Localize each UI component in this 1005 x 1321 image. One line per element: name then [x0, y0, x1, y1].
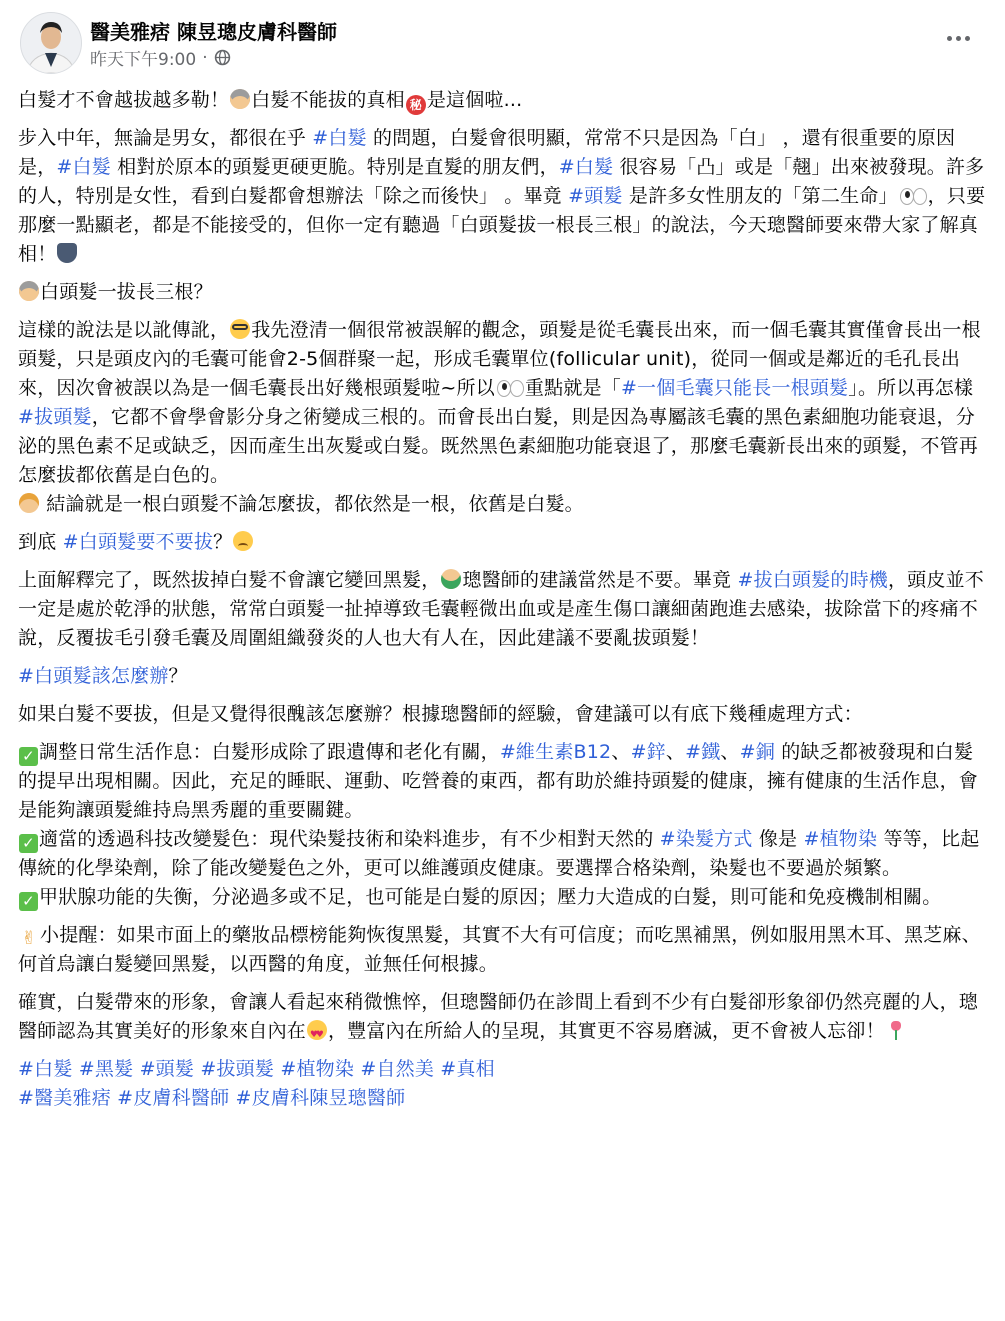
post-paragraph-9: ✓ 調整日常生活作息：白髮形成除了跟遺傳和老化有關，#維生素B12、#鋅、#鐵、#銅 的缺乏都被發現和白髮的提早出現相關。因此，充足的睡眠、運動、吃營養的東西，都有助於維持頭髮的健康，擁有健康的生活作息，會是能夠讓頭髮維持烏黑秀麗的重要關鍵。 ✓ 適當的透過科技改變髮色：現代染髮技術和染料進步，有不少相對天然的 #染髮方式 像是 #植物染 等等，比起傳統的化學染劑，除了能改變髮色之外，更可以維護頭皮健康。要選擇合格染劑，染髮也不要過於頻繁。 ✓ 甲狀腺功能的失衡，分泌過多或不足，也可能是白髮的原因；壓力大造成的白髮，則可能和免疫機制相關。	[18, 741, 980, 910]
hashtag-link[interactable]: #頭髮	[568, 185, 623, 207]
hashtag-link[interactable]: #植物染	[803, 828, 878, 850]
tulip-emoji-icon	[886, 1020, 906, 1040]
meta-separator: ·	[202, 47, 208, 68]
post-meta	[90, 45, 231, 70]
hashtag-link[interactable]: #黑髮	[78, 1058, 134, 1080]
post-paragraph-3: 白頭髮一拔長三根？	[18, 278, 988, 307]
hashtag-link[interactable]: #一個毛囊只能長一根頭髮	[620, 377, 849, 399]
post-paragraph-10: ✌ 小提醒：如果市面上的藥妝品標榜能夠恢復黑髮，其實不大有可信度；而吃黑補黑，例如服用黑木耳、黑芝麻、何首烏讓白髮變回黑髮，以西醫的角度，並無任何根據。	[18, 924, 981, 975]
globe-icon	[214, 49, 231, 66]
eyes-emoji-icon	[496, 377, 524, 397]
post-paragraph-4: 這樣的說法是以訛傳訛， 我先澄清一個很常被誤解的觀念，頭髮是從毛囊長出來，而一個毛囊其實僅會長出一根頭髮，只是頭皮內的毛囊可能會2-5個群聚一起，形成毛囊單位(follicular unit)，從同一個或是鄰近的毛孔長出來，因次會被誤以為是一個毛囊長出好幾根頭髮啦~所以 重點就是「#一個毛囊只能長一根頭髮」。所以再怎樣 #拔頭髮，它都不會學會影分身之術變成三根的。而會長出白髮，則是因為專屬該毛囊的黑色素細胞功能衰退，分泌的黑色素不足或缺乏，因而產生出灰髮或白髮。既然黑色素細胞功能衰退了，那麼毛囊新長出來的頭髮，不管再怎麼拔都依舊是白色的。 結論就是一根白頭髮不論怎麼拔，都依然是一根，依舊是白髮。	[18, 319, 981, 515]
post-body	[18, 86, 988, 1122]
hashtag-link[interactable]: #鋅	[630, 741, 666, 763]
hashtag-link[interactable]: #維生素B12	[499, 741, 612, 763]
hashtag-link[interactable]: #拔白頭髮的時機	[737, 569, 888, 591]
victory-hand-emoji-icon: ✌	[21, 928, 37, 949]
post-paragraph-7: #白頭髮該怎麼辦？	[18, 665, 188, 687]
more-options-button[interactable]	[938, 24, 978, 52]
more-options-icon	[947, 36, 952, 41]
hashtag-link[interactable]: #拔頭髮	[18, 406, 92, 428]
hashtag-link[interactable]: #皮膚科陳昱璁醫師	[235, 1087, 406, 1109]
hashtag-link[interactable]: #自然美	[360, 1058, 435, 1080]
hashtag-list	[18, 1055, 988, 1113]
post-paragraph-6: 上面解釋完了，既然拔掉白髮不會讓它變回黑髮， 璁醫師的建議當然是不要。畢竟 #拔白頭髮的時機，頭皮並不一定是處於乾淨的狀態，常常白頭髮一扯掉導致毛囊輕微出血或是產生傷口讓細菌跑進去感染，拔除當下的疼痛不說，反覆拔毛引發毛囊及周圍組織發炎的人也大有人在，因此建議不要亂拔頭髮！	[18, 569, 984, 649]
hashtag-link[interactable]: #醫美雅痞	[18, 1087, 111, 1109]
post-paragraph-11: 確實，白髮帶來的形象，會讓人看起來稍微憔悴，但璁醫師仍在診間上看到不少有白髮卻形象卻仍然亮麗的人，璁醫師認為其實美好的形象來自內在♥ ♥ ，豐富內在所給人的呈現，其實更不容易磨滅，更不會被人忘卻！	[18, 988, 988, 1046]
hashtag-link[interactable]: #鐵	[685, 741, 721, 763]
hashtag-link[interactable]: #頭髮	[139, 1058, 195, 1080]
post-paragraph-5: 到底 #白頭髮要不要拔？	[18, 528, 988, 557]
old-man-emoji-icon	[230, 89, 250, 109]
old-man-emoji-icon	[19, 281, 39, 301]
hashtag-link[interactable]: #染髮方式	[659, 828, 753, 850]
hashtag-link[interactable]: #白髮	[558, 156, 614, 178]
hashtag-link[interactable]: #植物染	[280, 1058, 355, 1080]
hashtag-link[interactable]: #拔頭髮	[200, 1058, 275, 1080]
post-paragraph-8: 如果白髮不要拔，但是又覺得很醜該怎麼辦？根據璁醫師的經驗，會建議可以有底下幾種處理方式：	[18, 703, 863, 725]
hashtag-link[interactable]: #銅	[739, 741, 775, 763]
hashtag-link[interactable]: #白頭髮該怎麼辦	[18, 665, 169, 687]
person-gesturing-no-emoji-icon	[441, 569, 461, 589]
nerd-face-emoji-icon	[230, 319, 250, 339]
doctor-avatar-icon	[21, 13, 81, 73]
post-timestamp[interactable]: 昨天下午9:00	[90, 50, 197, 70]
check-mark-icon: ✓	[19, 747, 38, 766]
hashtag-link[interactable]: #皮膚科醫師	[117, 1087, 230, 1109]
post-paragraph-2: 步入中年，無論是男女，都很在乎 #白髮 的問題，白髮會很明顯，常常不只是因為「白」 ，還有很重要的原因是，#白髮 相對於原本的頭髮更硬更脆。特別是直髮的朋友們，#白髮 很容易「凸」或是「翹」出來被發現。許多的人，特別是女性，看到白髮都會想辦法「除之而後快」 。畢竟 #頭髮 是許多女性朋友的「第二生命」 ，只要那麼一點顯老，都是不能接受的，但你一定有聽過「白頭髮拔一根長三根」的說法，今天璁醫師要來帶大家了解真相！	[18, 127, 986, 265]
man-emoji-icon	[19, 493, 39, 513]
check-mark-icon: ✓	[19, 892, 38, 911]
heart-eyes-emoji-icon	[307, 1020, 327, 1040]
worried-face-emoji-icon	[233, 531, 253, 551]
page-avatar[interactable]	[20, 12, 82, 74]
hashtag-link[interactable]: #白髮	[312, 127, 367, 149]
check-mark-icon: ✓	[19, 834, 38, 853]
eyes-emoji-icon	[899, 185, 927, 205]
post-paragraph-1: 白髮才不會越拔越多勒！ 白髮不能拔的真相 秘 是這個啦...	[18, 86, 988, 115]
hashtag-link[interactable]: #白頭髮要不要拔	[62, 531, 214, 553]
post-header	[20, 12, 990, 76]
hashtag-link[interactable]: #真相	[440, 1058, 495, 1080]
hashtag-link[interactable]: #白髮	[56, 156, 111, 178]
hashtag-link[interactable]: #白髮	[18, 1058, 73, 1080]
secret-emoji-icon: 秘	[406, 95, 426, 115]
detective-emoji-icon	[57, 243, 77, 263]
page-name[interactable]: 醫美雅痞 陳昱璁皮膚科醫師	[90, 20, 337, 44]
